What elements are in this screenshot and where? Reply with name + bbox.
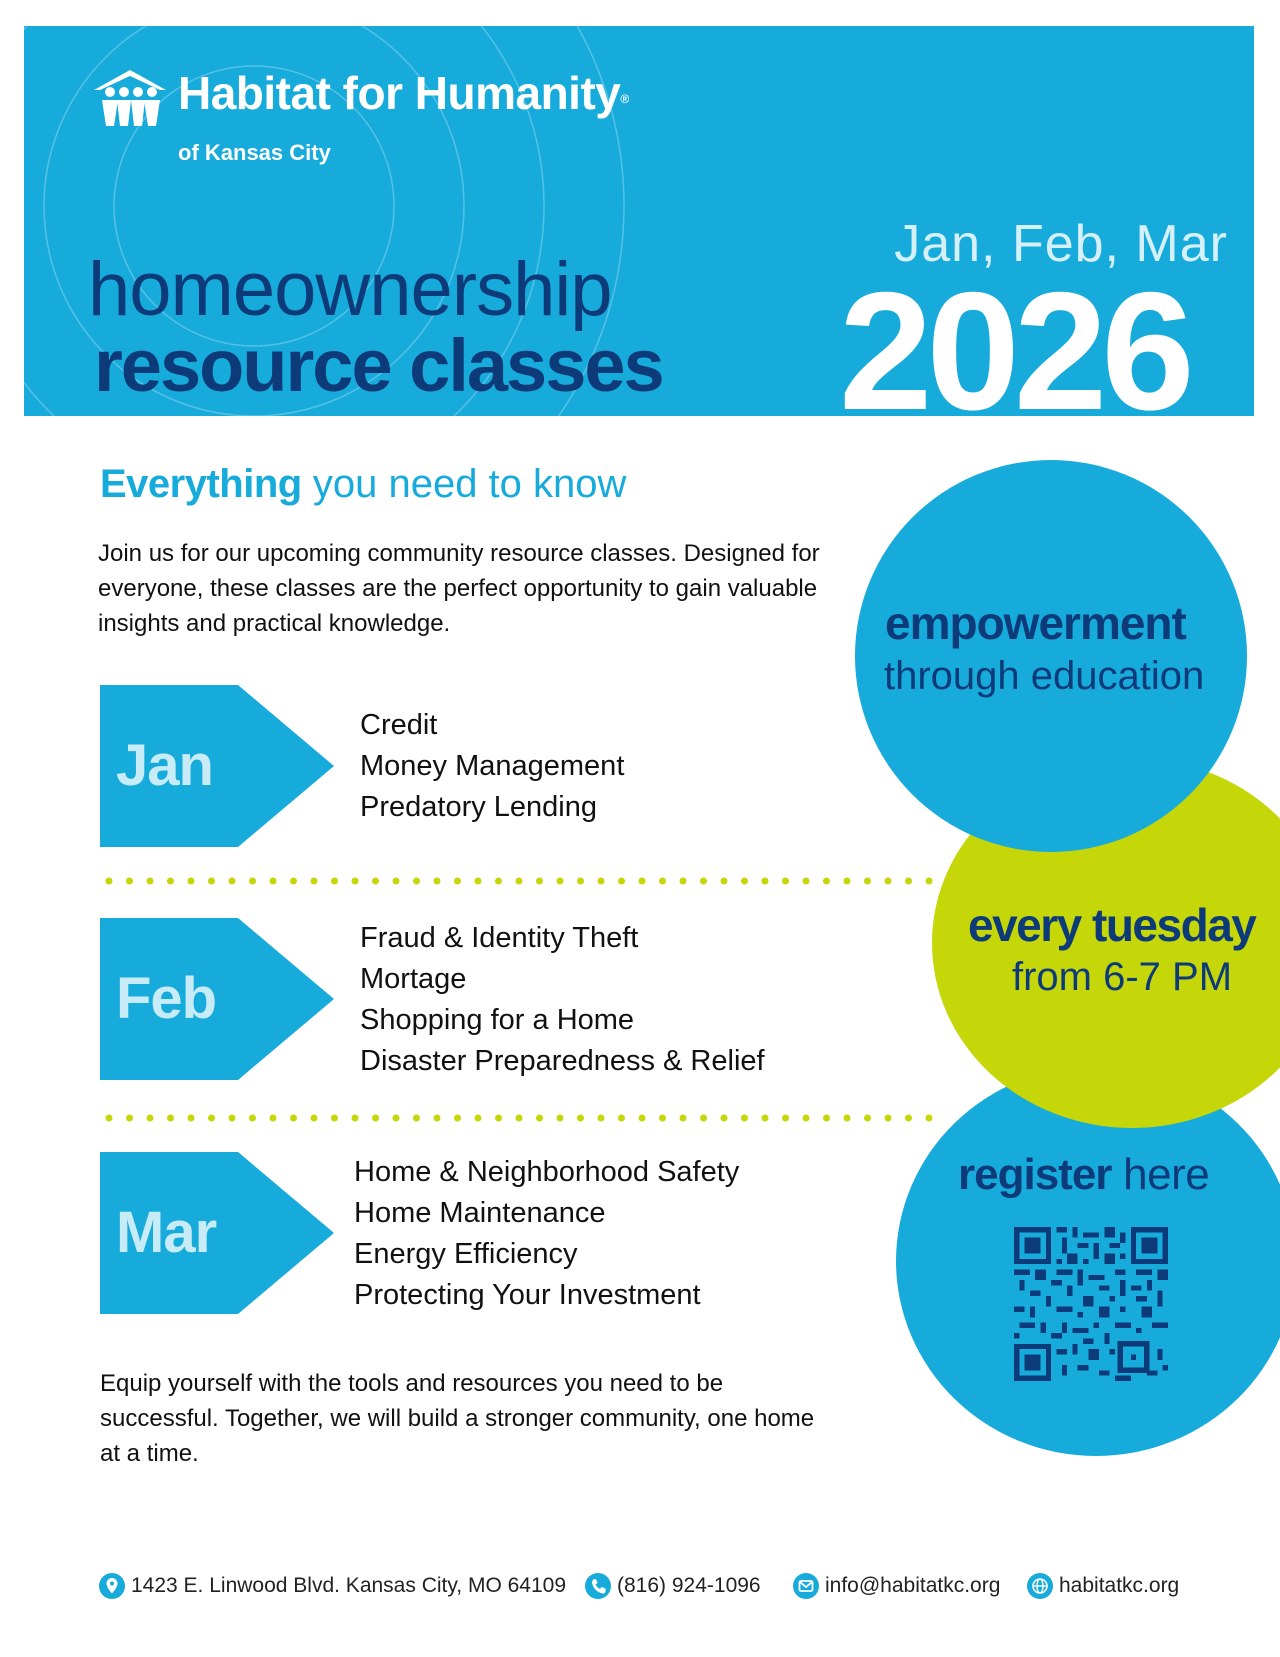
habitat-logo-icon bbox=[90, 68, 170, 128]
topic-list-feb bbox=[360, 918, 765, 1082]
tagline-rest: you need to know bbox=[312, 462, 627, 506]
closing-paragraph: Equip yourself with the tools and resources you need to be successful. Together, we will build a stronger community, one home at a time. bbox=[100, 1370, 815, 1467]
topic-list-jan bbox=[360, 705, 624, 828]
footer-email[interactable] bbox=[792, 1568, 1000, 1604]
register-rest: here bbox=[1123, 1150, 1210, 1199]
logo bbox=[90, 68, 629, 128]
dotted-divider bbox=[104, 1113, 934, 1123]
globe-icon bbox=[1026, 1572, 1054, 1600]
footer-address bbox=[98, 1568, 566, 1604]
topic-item: Disaster Preparedness & Relief bbox=[360, 1045, 765, 1077]
topic-item: Credit bbox=[360, 709, 438, 741]
month-label-jan: Jan bbox=[116, 733, 213, 798]
header-months: Jan, Feb, Mar bbox=[894, 215, 1228, 273]
schedule-time: from 6-7 PM bbox=[1012, 955, 1233, 999]
topic-item: Protecting Your Investment bbox=[354, 1279, 701, 1311]
intro-paragraph: Join us for our upcoming community resource classes. Designed for everyone, these classes are the perfect opportunity to gain valuable insights and practical knowledge. bbox=[98, 540, 820, 637]
email-text: info@habitatkc.org bbox=[825, 1574, 1001, 1597]
topic-list-mar bbox=[354, 1152, 739, 1316]
website-text: habitatkc.org bbox=[1059, 1574, 1180, 1597]
footer-phone[interactable] bbox=[584, 1568, 761, 1604]
tagline-bold: Everything bbox=[100, 462, 302, 506]
register-bold: register bbox=[958, 1150, 1112, 1199]
phone-icon bbox=[584, 1572, 612, 1600]
topic-item: Predatory Lending bbox=[360, 791, 597, 823]
tagline bbox=[100, 462, 626, 507]
header-banner bbox=[24, 26, 1254, 416]
month-label-mar: Mar bbox=[116, 1200, 217, 1265]
title-line-2: resource classes bbox=[94, 324, 663, 407]
topic-item: Home & Neighborhood Safety bbox=[354, 1156, 740, 1188]
dotted-divider bbox=[104, 876, 934, 886]
empowerment-heading: empowerment bbox=[885, 597, 1186, 649]
topic-item: Shopping for a Home bbox=[360, 1004, 635, 1036]
topic-item: Fraud & Identity Theft bbox=[360, 922, 639, 954]
brand-subtitle: of Kansas City bbox=[178, 140, 331, 165]
address-text: 1423 E. Linwood Blvd. Kansas City, MO 64109 bbox=[131, 1574, 567, 1597]
footer-contacts bbox=[98, 1568, 1258, 1604]
register-heading bbox=[958, 1150, 1209, 1200]
qr-code-icon[interactable] bbox=[1014, 1226, 1168, 1382]
schedule-day: every tuesday bbox=[968, 899, 1256, 951]
topic-item: Energy Efficiency bbox=[354, 1238, 578, 1270]
empowerment-subheading: through education bbox=[884, 654, 1205, 698]
topic-item: Mortage bbox=[360, 963, 467, 995]
footer-website[interactable] bbox=[1026, 1568, 1179, 1604]
topic-item: Money Management bbox=[360, 750, 625, 782]
trademark: ® bbox=[620, 92, 629, 106]
topic-item: Home Maintenance bbox=[354, 1197, 606, 1229]
month-label-feb: Feb bbox=[116, 966, 217, 1031]
location-pin-icon bbox=[98, 1572, 126, 1600]
title-line-1: homeownership bbox=[88, 247, 612, 332]
header-year: 2026 bbox=[839, 257, 1189, 416]
phone-text: (816) 924-1096 bbox=[617, 1574, 761, 1597]
email-icon bbox=[792, 1572, 820, 1600]
brand-name: Habitat for Humanity bbox=[178, 67, 621, 119]
